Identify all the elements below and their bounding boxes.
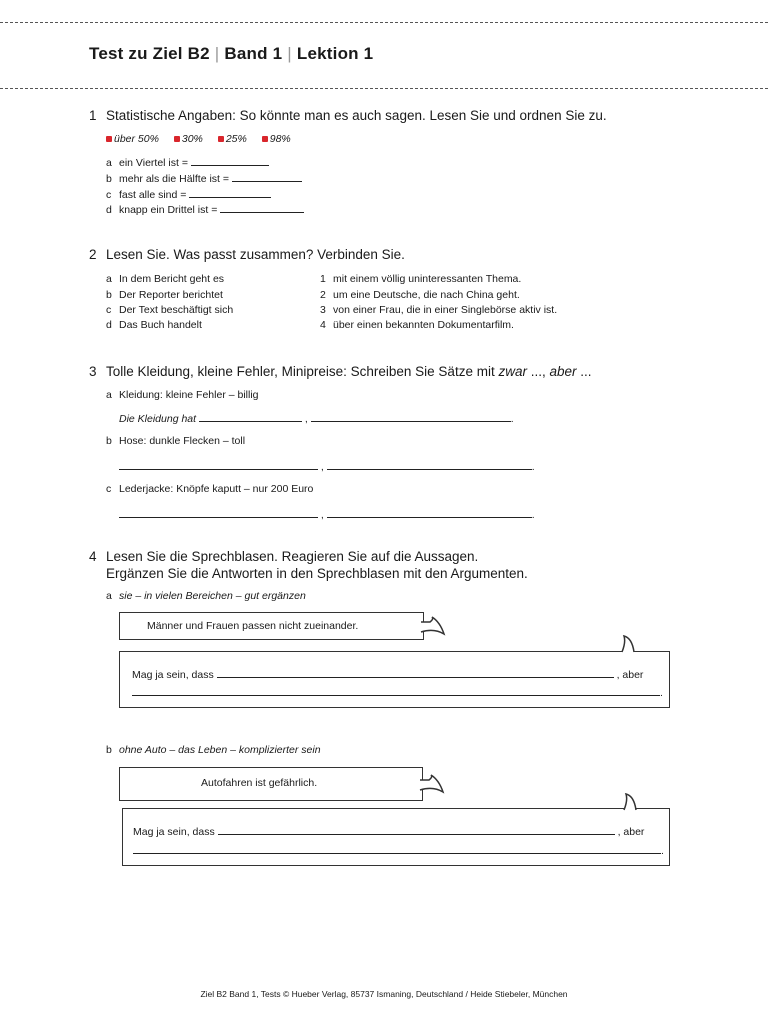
- reply-line: [133, 824, 644, 840]
- answer-line[interactable]: [132, 685, 660, 696]
- task-3-heading: [89, 364, 592, 379]
- task-title-end: ...: [576, 364, 592, 379]
- option-label: über 50%: [114, 133, 159, 145]
- item-text: von einer Frau, die in einer Singlebörse aktiv ist.: [333, 304, 558, 316]
- item-label: d: [106, 204, 112, 216]
- reply-bubble: [122, 808, 670, 866]
- item-label: b: [106, 289, 112, 301]
- reply-aber: , aber: [617, 826, 645, 838]
- item-label: d: [106, 319, 112, 331]
- header-dashed-rule: [0, 88, 768, 89]
- red-square-icon: [106, 136, 112, 142]
- hint-text: sie – in vielen Bereichen – gut ergänzen: [119, 590, 306, 602]
- task-number: 3: [89, 364, 97, 379]
- answer-line[interactable]: [327, 507, 532, 518]
- task-2-right-item[interactable]: [320, 303, 557, 318]
- item-text: Das Buch handelt: [119, 319, 202, 331]
- task-2-heading: [89, 247, 405, 262]
- task-2-right-item[interactable]: [320, 318, 514, 333]
- item-label: 2: [320, 289, 326, 301]
- task-number: 4: [89, 549, 97, 564]
- item-text: mit einem völlig uninteressanten Thema.: [333, 273, 522, 285]
- item-text: Hose: dunkle Flecken – toll: [119, 435, 246, 447]
- task-4-item: [106, 743, 321, 758]
- hint-text: ohne Auto – das Leben – komplizierter sein: [119, 744, 321, 756]
- answer-line[interactable]: [220, 202, 304, 213]
- task-number: 1: [89, 108, 97, 123]
- item-text: Lederjacke: Knöpfe kaputt – nur 200 Euro: [119, 483, 314, 495]
- task-4-item: [106, 589, 306, 604]
- period: .: [531, 509, 535, 521]
- answer-line[interactable]: [327, 459, 532, 470]
- bubble-tail-icon: [419, 776, 449, 798]
- answer-line[interactable]: [133, 843, 661, 854]
- answer-line[interactable]: [189, 187, 271, 198]
- page-title: [89, 44, 373, 64]
- reply-start: Mag ja sein, dass: [133, 826, 215, 838]
- title-band: Band 1: [224, 44, 283, 63]
- red-square-icon: [262, 136, 268, 142]
- reply-aber: , aber: [616, 669, 644, 681]
- item-text: Kleidung: kleine Fehler – billig: [119, 389, 259, 401]
- item-label: a: [106, 273, 112, 285]
- option-chip: [106, 133, 159, 145]
- task-3-item: [106, 388, 259, 403]
- task-title-line2: Ergänzen Sie die Antworten in den Sprechblasen mit den Argumenten.: [106, 566, 528, 581]
- example-text: Die Kleidung hat: [119, 413, 197, 425]
- answer-line[interactable]: [191, 155, 269, 166]
- statement-bubble: [119, 767, 423, 801]
- task-title: Lesen Sie die Sprechblasen. Reagieren Sie auf die Aussagen.: [106, 549, 479, 564]
- period: .: [661, 845, 664, 857]
- task-3-example: [119, 411, 514, 427]
- answer-line[interactable]: [232, 171, 302, 182]
- top-dashed-rule: [0, 22, 768, 23]
- task-title: Lesen Sie. Was passt zusammen? Verbinden Sie.: [106, 247, 405, 262]
- period: .: [531, 461, 535, 473]
- task-3-item: [106, 434, 245, 449]
- task-3-answer-row: [119, 459, 535, 475]
- task-title: Statistische Angaben: So könnte man es auch sagen. Lesen Sie und ordnen Sie zu.: [106, 108, 607, 123]
- item-text: mehr als die Hälfte ist =: [119, 173, 230, 185]
- task-1-heading: [89, 108, 607, 123]
- period: .: [660, 687, 663, 699]
- item-text: ein Viertel ist =: [119, 157, 188, 169]
- item-label: c: [106, 483, 112, 495]
- comma: ,: [320, 461, 324, 473]
- statement-bubble: [119, 612, 424, 640]
- item-text: Der Reporter berichtet: [119, 289, 223, 301]
- keyword-zwar: zwar: [498, 364, 527, 379]
- task-number: 2: [89, 247, 97, 262]
- task-title: Tolle Kleidung, kleine Fehler, Minipreise: Schreiben Sie Sätze mit: [106, 364, 499, 379]
- answer-line[interactable]: [217, 667, 614, 678]
- comma: ,: [320, 509, 324, 521]
- item-text: um eine Deutsche, die nach China geht.: [333, 289, 520, 301]
- item-label: c: [106, 304, 112, 316]
- bubble-tail-icon: [622, 794, 646, 812]
- title-test: Test zu Ziel B2: [89, 44, 210, 63]
- task-1-item: [106, 187, 271, 203]
- task-title-mid: ...,: [526, 364, 550, 379]
- task-1-options: [106, 133, 303, 145]
- task-2-right-item[interactable]: [320, 288, 520, 303]
- title-lesson: Lektion 1: [296, 44, 374, 63]
- bubble-tail-icon: [420, 618, 450, 640]
- bubble-tail-icon: [620, 636, 644, 654]
- task-3-item: [106, 482, 313, 497]
- reply-bubble: [119, 651, 670, 708]
- item-label: b: [106, 173, 112, 185]
- task-1-item: [106, 155, 269, 171]
- task-2-left-item[interactable]: [106, 318, 202, 333]
- item-text: Der Text beschäftigt sich: [119, 304, 234, 316]
- item-text: über einen bekannten Dokumentarfilm.: [333, 319, 514, 331]
- title-separator: |: [214, 44, 220, 63]
- item-label: a: [106, 389, 112, 401]
- item-label: 4: [320, 319, 326, 331]
- keyword-aber: aber: [549, 364, 577, 379]
- item-text: In dem Bericht geht es: [119, 273, 225, 285]
- task-2-left-item[interactable]: [106, 303, 233, 318]
- item-label: a: [106, 157, 112, 169]
- option-chip: [262, 133, 291, 145]
- task-2-left-item[interactable]: [106, 288, 223, 303]
- answer-line[interactable]: [119, 459, 318, 470]
- item-label: b: [106, 435, 112, 447]
- period: .: [510, 413, 514, 425]
- reply-line: [133, 843, 664, 859]
- task-1-item: [106, 202, 304, 218]
- option-chip: [218, 133, 247, 145]
- task-3-answer-row: [119, 507, 535, 523]
- comma: ,: [304, 413, 308, 425]
- task-2-right-item[interactable]: [320, 272, 521, 287]
- option-chip: [174, 133, 203, 145]
- answer-line[interactable]: [311, 411, 511, 422]
- item-label: c: [106, 189, 112, 201]
- red-square-icon: [174, 136, 180, 142]
- item-text: knapp ein Drittel ist =: [119, 204, 218, 216]
- item-text: fast alle sind =: [119, 189, 187, 201]
- item-label: 3: [320, 304, 326, 316]
- option-label: 25%: [225, 133, 247, 145]
- task-4-heading: [89, 548, 528, 582]
- answer-line[interactable]: [119, 507, 318, 518]
- answer-line[interactable]: [218, 824, 615, 835]
- title-separator: |: [287, 44, 292, 63]
- red-square-icon: [218, 136, 224, 142]
- task-2-left-item[interactable]: [106, 272, 224, 287]
- reply-start: Mag ja sein, dass: [132, 669, 214, 681]
- statement-text: Autofahren ist gefährlich.: [201, 777, 318, 789]
- option-label: 98%: [269, 133, 291, 145]
- answer-line[interactable]: [199, 411, 302, 422]
- item-label: b: [106, 744, 112, 756]
- reply-line: [132, 685, 663, 701]
- task-1-item: [106, 171, 302, 187]
- item-label: a: [106, 590, 112, 602]
- statement-text: Männer und Frauen passen nicht zueinander.: [147, 620, 359, 632]
- option-label: 30%: [181, 133, 203, 145]
- item-label: 1: [320, 273, 326, 285]
- footer-copyright: Ziel B2 Band 1, Tests © Hueber Verlag, 85737 Ismaning, Deutschland / Heide Stiebeler, München: [200, 989, 568, 999]
- reply-line: [132, 667, 643, 683]
